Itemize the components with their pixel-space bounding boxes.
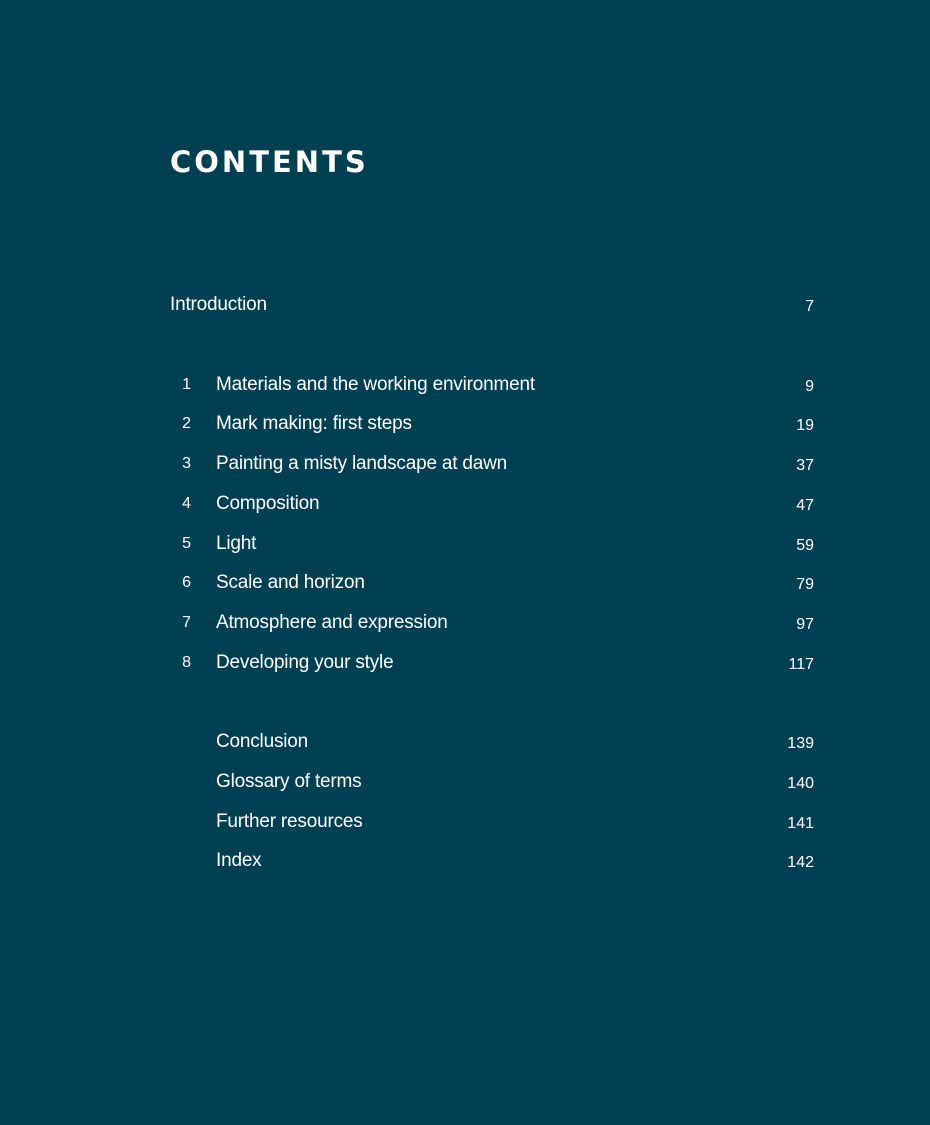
toc-entry-chapter xyxy=(0,449,930,479)
chapter-number: 7 xyxy=(182,614,191,631)
chapter-number: 1 xyxy=(182,376,191,393)
entry-page-number: 19 xyxy=(796,417,814,434)
entry-label: Glossary of terms xyxy=(216,771,362,792)
entry-label: Light xyxy=(216,533,257,554)
entry-page-number: 9 xyxy=(805,378,814,395)
toc-entry-chapter xyxy=(0,370,930,400)
toc-entry-chapter xyxy=(0,648,930,678)
toc-entry-back-matter xyxy=(0,727,930,757)
entry-label: Painting a misty landscape at dawn xyxy=(216,453,508,474)
chapter-number: 3 xyxy=(182,455,191,472)
toc-entry-introduction xyxy=(0,290,930,320)
toc-entry-chapter xyxy=(0,608,930,638)
entry-page-number: 79 xyxy=(796,576,814,593)
entry-page-number: 47 xyxy=(796,497,814,514)
page-title: CONTENTS xyxy=(170,145,369,179)
chapter-number: 2 xyxy=(182,415,191,432)
chapter-number: 4 xyxy=(182,495,191,512)
entry-label: Atmosphere and expression xyxy=(216,612,448,633)
toc-entry-chapter xyxy=(0,568,930,598)
toc-entry-back-matter xyxy=(0,807,930,837)
toc-entry-chapter xyxy=(0,409,930,439)
toc-entry-chapter xyxy=(0,529,930,559)
entry-label: Materials and the working environment xyxy=(216,374,535,395)
entry-page-number: 97 xyxy=(796,616,814,633)
entry-label: Scale and horizon xyxy=(216,572,365,593)
entry-page-number: 37 xyxy=(796,457,814,474)
entry-page-number: 7 xyxy=(805,298,814,315)
chapter-number: 5 xyxy=(182,535,191,552)
toc-entry-back-matter xyxy=(0,767,930,797)
entry-label: Conclusion xyxy=(216,731,308,752)
entry-label: Further resources xyxy=(216,811,363,832)
entry-label: Developing your style xyxy=(216,652,394,673)
entry-label: Introduction xyxy=(170,294,267,315)
entry-label: Index xyxy=(216,850,262,871)
entry-label: Composition xyxy=(216,493,320,514)
entry-page-number: 59 xyxy=(796,537,814,554)
toc-entry-chapter xyxy=(0,489,930,519)
entry-label: Mark making: first steps xyxy=(216,413,412,434)
chapter-number: 8 xyxy=(182,654,191,671)
entry-page-number: 140 xyxy=(787,775,814,792)
toc-entry-back-matter xyxy=(0,846,930,876)
chapter-number: 6 xyxy=(182,574,191,591)
entry-page-number: 139 xyxy=(787,735,814,752)
entry-page-number: 117 xyxy=(788,656,814,673)
entry-page-number: 141 xyxy=(787,815,814,832)
entry-page-number: 142 xyxy=(787,854,814,871)
